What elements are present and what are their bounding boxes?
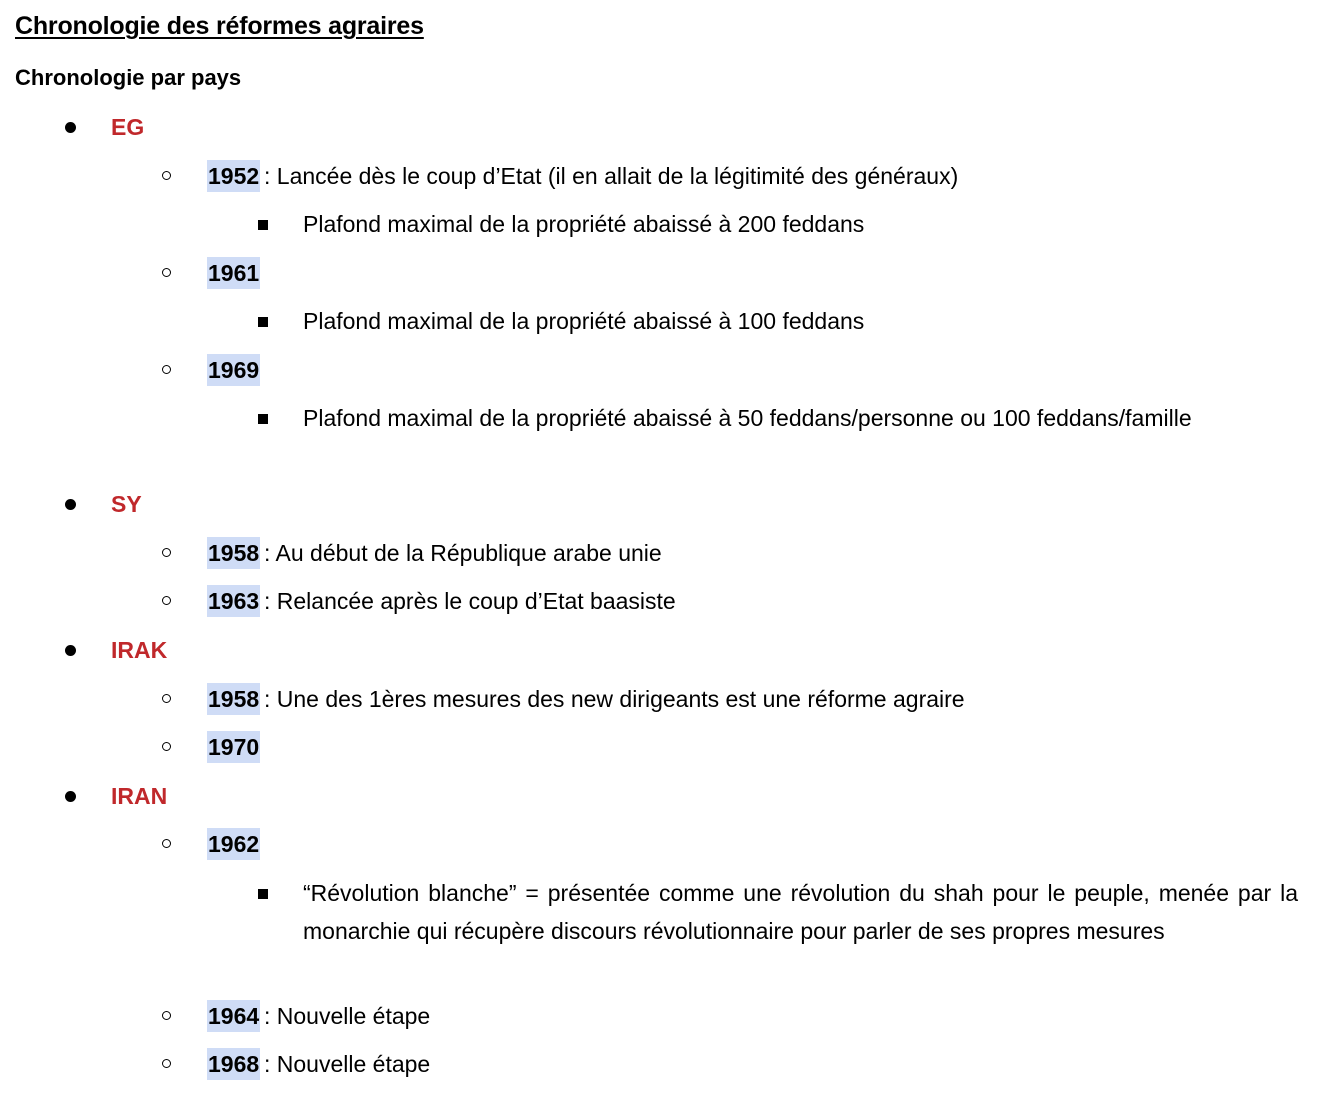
bullet-square-icon	[258, 317, 268, 327]
document-title: Chronologie des réformes agraires	[15, 12, 424, 40]
detail-text: Plafond maximal de la propriété abaissé à 200 feddans	[303, 211, 865, 237]
bullet-square-icon	[258, 889, 268, 899]
year-label: 1958	[207, 683, 260, 715]
year-label: 1961	[207, 257, 260, 289]
year-label: 1968	[207, 1048, 260, 1080]
year-item	[0, 534, 1324, 572]
country-item-iran	[0, 777, 1324, 815]
bullet-circle-icon	[162, 596, 171, 605]
year-item	[0, 997, 1324, 1035]
bullet-disc-icon	[65, 645, 76, 656]
year-item	[0, 157, 1324, 195]
year-label: 1964	[207, 1000, 260, 1032]
year-item	[0, 1045, 1324, 1083]
year-label: 1958	[207, 537, 260, 569]
bullet-square-icon	[258, 414, 268, 424]
country-label: IRAN	[111, 783, 168, 809]
country-label: IRAK	[111, 637, 168, 663]
year-description: : Nouvelle étape	[264, 1003, 431, 1029]
section-heading: Chronologie par pays	[15, 65, 242, 90]
bullet-circle-icon	[162, 365, 171, 374]
country-item-eg	[0, 108, 1324, 146]
year-label: 1970	[207, 731, 260, 763]
year-label: 1952	[207, 160, 260, 192]
country-item-sy	[0, 485, 1324, 523]
year-item	[0, 728, 1324, 766]
country-item-irak	[0, 631, 1324, 669]
detail-item	[0, 205, 1324, 243]
bullet-circle-icon	[162, 268, 171, 277]
bullet-square-icon	[258, 220, 268, 230]
bullet-circle-icon	[162, 171, 171, 180]
year-item	[0, 351, 1324, 389]
year-description: : Relancée après le coup d’Etat baasiste	[264, 588, 676, 614]
detail-text: Plafond maximal de la propriété abaissé à 50 feddans/personne ou 100 feddans/famille	[303, 405, 1192, 431]
bullet-circle-icon	[162, 1059, 171, 1068]
year-item	[0, 680, 1324, 718]
year-item	[0, 825, 1324, 863]
year-description: : Nouvelle étape	[264, 1051, 431, 1077]
year-label: 1962	[207, 828, 260, 860]
year-item	[0, 254, 1324, 292]
country-label: EG	[111, 114, 145, 140]
bullet-disc-icon	[65, 122, 76, 133]
year-description: : Lancée dès le coup d’Etat (il en allait de la légitimité des généraux)	[264, 163, 959, 189]
bullet-circle-icon	[162, 839, 171, 848]
bullet-circle-icon	[162, 548, 171, 557]
bullet-circle-icon	[162, 1011, 171, 1020]
detail-text: “Révolution blanche” = présentée comme une révolution du shah pour le peuple, menée par la monarchie qui récupère discours révolutionnaire pour parler de ses propres mesures	[303, 880, 1298, 944]
bullet-disc-icon	[65, 499, 76, 510]
detail-text: Plafond maximal de la propriété abaissé à 100 feddans	[303, 308, 865, 334]
year-description: : Au début de la République arabe unie	[264, 540, 662, 566]
year-item	[0, 582, 1324, 620]
year-description: : Une des 1ères mesures des new dirigeants est une réforme agraire	[264, 686, 965, 712]
year-label: 1969	[207, 354, 260, 386]
bullet-circle-icon	[162, 694, 171, 703]
country-label: SY	[111, 491, 142, 517]
year-label: 1963	[207, 585, 260, 617]
bullet-circle-icon	[162, 742, 171, 751]
bullet-disc-icon	[65, 791, 76, 802]
detail-item	[0, 302, 1324, 340]
